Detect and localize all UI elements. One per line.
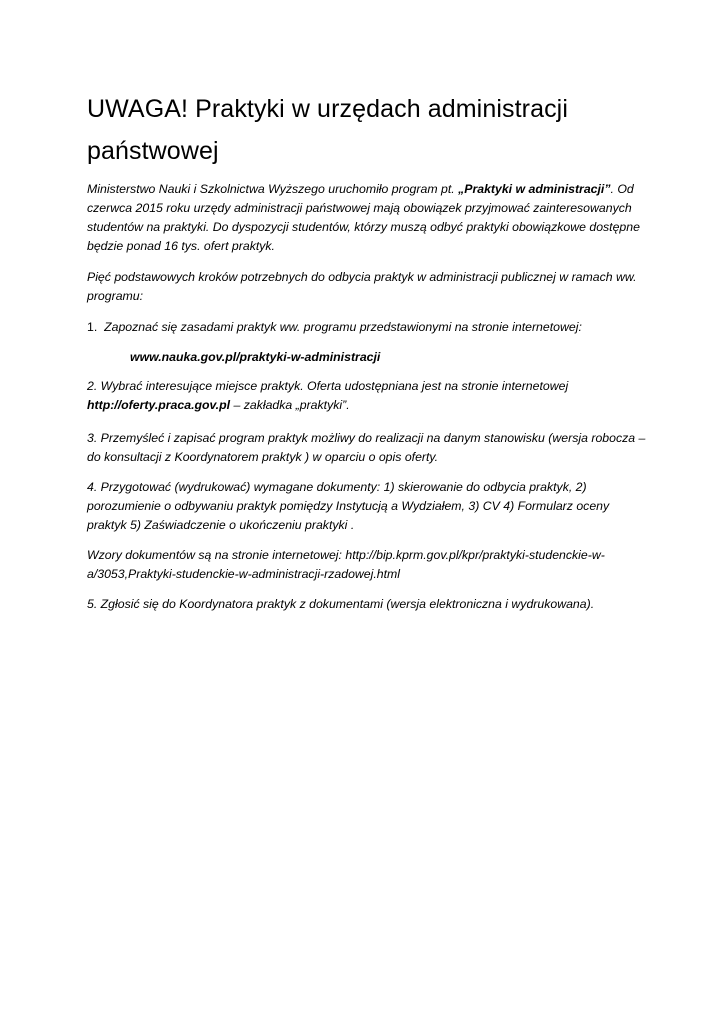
steps-intro-paragraph: Pięć podstawowych kroków potrzebnych do odbycia praktyk w administracji publicznej w ramach ww. programu: — [87, 270, 637, 303]
step-2-text-after-link: – zakładka „praktyki”. — [230, 398, 350, 412]
templates-note-paragraph: Wzory dokumentów są na stronie internetowej: http://bip.kprm.gov.pl/kpr/praktyki-studenckie-w-a/3053,Praktyki-studenckie-w-administracji-rzadowej.html — [87, 548, 605, 581]
program-name: „Praktyki w administracji” — [458, 182, 611, 196]
step-3-paragraph: 3. Przemyśleć i zapisać program praktyk możliwy do realizacji na danym stanowisku (wersja robocza – do konsultacji z Koordynatorem praktyk ) w oparciu o opis oferty. — [87, 431, 646, 464]
intro-text: Ministerstwo Nauki i Szkolnictwa Wyższego uruchomiło program pt. — [87, 182, 459, 196]
page-title: UWAGA! Praktyki w urzędach administracji państwowej — [87, 95, 568, 165]
step-1-link[interactable]: www.nauka.gov.pl/praktyki-w-administracji — [130, 350, 381, 364]
step-5-paragraph: 5. Zgłosić się do Koordynatora praktyk z dokumentami (wersja elektroniczna i wydrukowana). — [87, 597, 595, 611]
step-4-paragraph: 4. Przygotować (wydrukować) wymagane dokumenty: 1) skierowanie do odbycia praktyk, 2) porozumienie o odbywaniu praktyk pomiędzy Instytucją a Wydziałem, 3) CV 4) Formularz oceny praktyk 5) Zaświadczenie o ukończeniu praktyki . — [87, 480, 610, 532]
document-page — [87, 88, 647, 611]
step-2-paragraph — [87, 377, 647, 415]
step-2-link[interactable]: http://oferty.praca.gov.pl — [87, 398, 231, 412]
intro-text-continued: . Od czerwca 2015 roku urzędy administracji państwowej mają obowiązek przyjmować zainteresowanych studentów na praktyki. Do dyspozycji studentów, którzy muszą odbyć praktyki obowiązkowe dostępne będzie ponad 16 tys. ofert praktyk. — [87, 182, 640, 253]
step-1-number: 1. — [87, 320, 98, 334]
step-1-paragraph — [87, 318, 647, 337]
intro-paragraph — [87, 180, 647, 256]
step-2-text: 2. Wybrać interesujące miejsce praktyk. Oferta udostępniana jest na stronie internetowej — [87, 379, 569, 393]
step-1-text: Zapoznać się zasadami praktyk ww. programu przedstawionymi na stronie internetowej: — [104, 320, 582, 334]
